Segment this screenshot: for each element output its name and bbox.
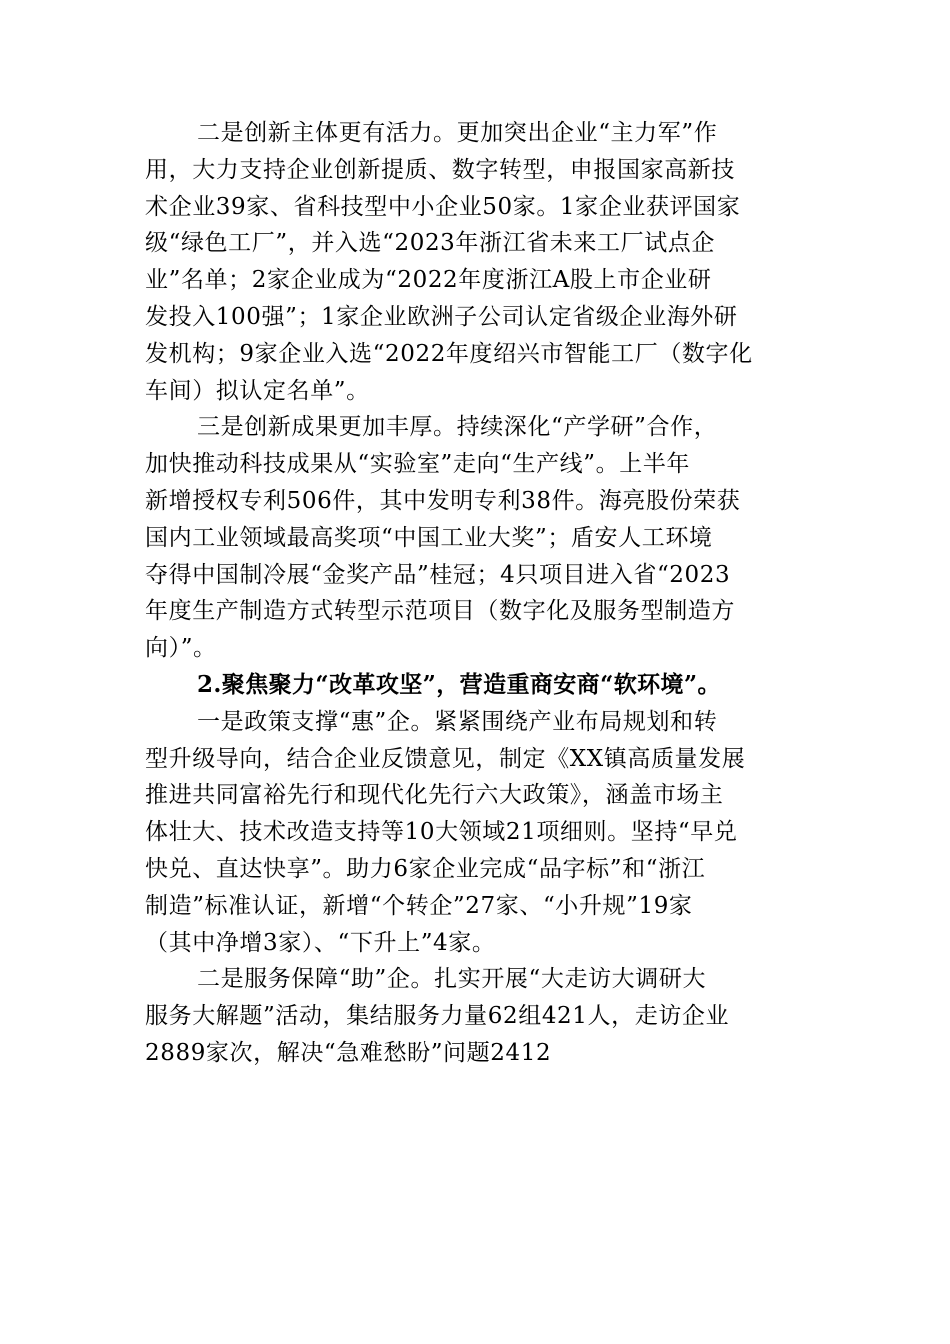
- paragraph-line: 二是创新主体更有活力。更加突出企业“主力军”作: [197, 120, 718, 146]
- document-body: [145, 115, 805, 1072]
- paragraph-line: 国内工业领域最高奖项“中国工业大奖”；盾安人工环境: [145, 524, 713, 551]
- paragraph-line: 型升级导向，结合企业反馈意见，制定《XX镇高质量发展: [145, 745, 746, 772]
- paragraph-line: 快兑、直达快享”。助力6家企业完成“品字标”和“浙江: [145, 855, 706, 882]
- paragraph-line: 三是创新成果更加丰厚。持续深化“产学研”合作，: [197, 414, 718, 441]
- paragraph-line: 业”名单；2家企业成为“2022年度浙江A股上市企业研: [145, 267, 712, 294]
- paragraph-line: 用，大力支持企业创新提质、数字转型，申报国家高新技: [145, 156, 735, 183]
- paragraph-line: 2889家次，解决“急难愁盼”问题2412: [145, 1039, 552, 1066]
- paragraph-line: 推进共同富裕先行和现代化先行六大政策》，涵盖市场主: [145, 782, 724, 809]
- paragraph-line: 一是政策支撑“惠”企。紧紧围绕产业布局规划和转: [197, 708, 718, 735]
- paragraph-line: 发机构；9家企业入选“2022年度绍兴市智能工厂（数字化: [145, 340, 753, 367]
- paragraph-line: 车间）拟认定名单”。: [145, 377, 370, 404]
- section-heading: 2.聚焦聚力“改革攻坚”，营造重商安商“软环境”。: [197, 670, 721, 698]
- paragraph-line: 服务大解题”活动，集结服务力量62组421人，走访企业: [145, 1003, 730, 1030]
- paragraph-line: 发投入100强”；1家企业欧洲子公司认定省级企业海外研: [145, 303, 738, 330]
- paragraph-line: 术企业39家、省科技型中小企业50家。1家企业获评国家: [145, 193, 741, 220]
- paragraph-line: 级“绿色工厂”，并入选“2023年浙江省未来工厂试点企: [145, 230, 716, 257]
- paragraph-line: （其中净增3家）、“下升上”4家。: [145, 929, 496, 956]
- paragraph-line: 加快推动科技成果从“实验室”走向“生产线”。上半年: [145, 451, 691, 478]
- paragraph-line: 向）”。: [145, 635, 217, 662]
- paragraph-line: 体壮大、技术改造支持等10大领域21项细则。坚持“早兑: [145, 819, 738, 846]
- paragraph-line: 年度生产制造方式转型示范项目（数字化及服务型制造方: [145, 598, 735, 625]
- paragraph-line: 制造”标准认证，新增“个转企”27家、“小升规”19家: [145, 892, 693, 919]
- paragraph-line: 新增授权专利506件，其中发明专利38件。海亮股份荣获: [145, 487, 741, 514]
- paragraph-line: 二是服务保障“助”企。扎实开展“大走访大调研大: [197, 966, 707, 993]
- paragraph-line: 夺得中国制冷展“金奖产品”桂冠；4只项目进入省“2023: [145, 561, 731, 588]
